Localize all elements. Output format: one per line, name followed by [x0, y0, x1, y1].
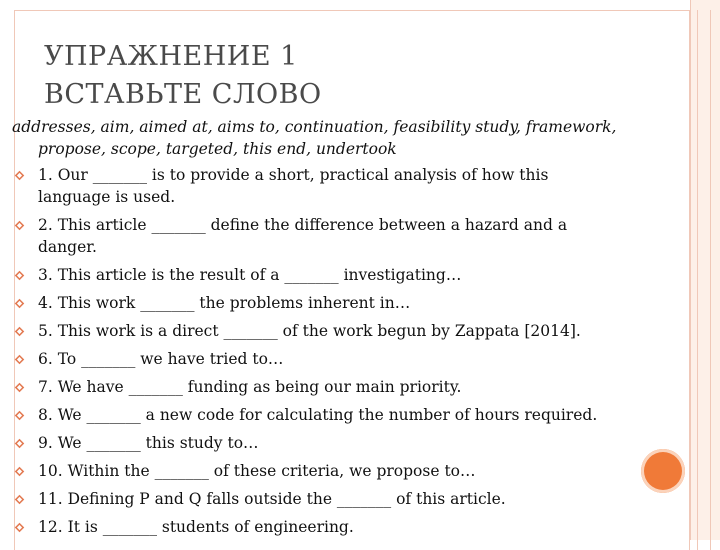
exercise-item-line-1: 10. Within the _______ of these criteria, we propose to… — [38, 462, 476, 480]
exercise-item-line-1: 5. This work is a direct _______ of the work begun by Zappata [2014]. — [38, 322, 581, 340]
exercise-item — [0, 460, 660, 482]
hollow-diamond-icon — [14, 522, 25, 533]
exercise-item — [0, 348, 660, 370]
right-strip-inner — [697, 10, 711, 550]
exercise-item — [0, 376, 660, 398]
exercise-item-line-1: 1. Our _______ is to provide a short, practical analysis of how this — [38, 166, 549, 184]
hollow-diamond-icon — [14, 438, 25, 449]
exercise-list — [0, 164, 660, 544]
exercise-item — [0, 320, 660, 342]
exercise-item — [0, 292, 660, 314]
exercise-item — [0, 164, 660, 208]
exercise-item-line-1: 3. This article is the result of a _______ investigating… — [38, 266, 462, 284]
exercise-item — [0, 488, 660, 510]
word-bank-line-2: propose, scope, targeted, this end, undertook — [38, 140, 397, 158]
exercise-item — [0, 432, 660, 454]
exercise-item-line-1: 9. We _______ this study to… — [38, 434, 259, 452]
exercise-item-line-2: language is used. — [38, 188, 176, 206]
title-line-1: УПРАЖНЕНИЕ 1 — [44, 41, 298, 72]
hollow-diamond-icon — [14, 298, 25, 309]
exercise-item-line-1: 6. To _______ we have tried to… — [38, 350, 284, 368]
hollow-diamond-icon — [14, 170, 25, 181]
exercise-item-line-1: 8. We _______ a new code for calculating the number of hours required. — [38, 406, 598, 424]
hollow-diamond-icon — [14, 410, 25, 421]
exercise-item-line-2: danger. — [38, 238, 97, 256]
hollow-diamond-icon — [14, 466, 25, 477]
title-line-2: ВСТАВЬТЕ СЛОВО — [44, 79, 322, 110]
exercise-item — [0, 214, 660, 258]
hollow-diamond-icon — [14, 354, 25, 365]
hollow-diamond-icon — [14, 270, 25, 281]
slide-title — [44, 38, 322, 114]
exercise-item-line-1: 7. We have _______ funding as being our main priority. — [38, 378, 462, 396]
hollow-diamond-icon — [14, 220, 25, 231]
exercise-item — [0, 404, 660, 426]
word-bank — [12, 116, 682, 160]
orange-circle-decoration — [641, 449, 685, 493]
exercise-item-line-1: 4. This work _______ the problems inherent in… — [38, 294, 411, 312]
hollow-diamond-icon — [14, 382, 25, 393]
exercise-item — [0, 516, 660, 538]
exercise-item-line-1: 2. This article _______ define the difference between a hazard and a — [38, 216, 568, 234]
exercise-item-line-1: 11. Defining P and Q falls outside the _______ of this article. — [38, 490, 506, 508]
exercise-item-line-1: 12. It is _______ students of engineering. — [38, 518, 354, 536]
exercise-item — [0, 264, 660, 286]
hollow-diamond-icon — [14, 326, 25, 337]
word-bank-line-1: addresses, aim, aimed at, aims to, continuation, feasibility study, framework, — [12, 118, 617, 136]
right-decoration-strip — [690, 0, 720, 540]
hollow-diamond-icon — [14, 494, 25, 505]
